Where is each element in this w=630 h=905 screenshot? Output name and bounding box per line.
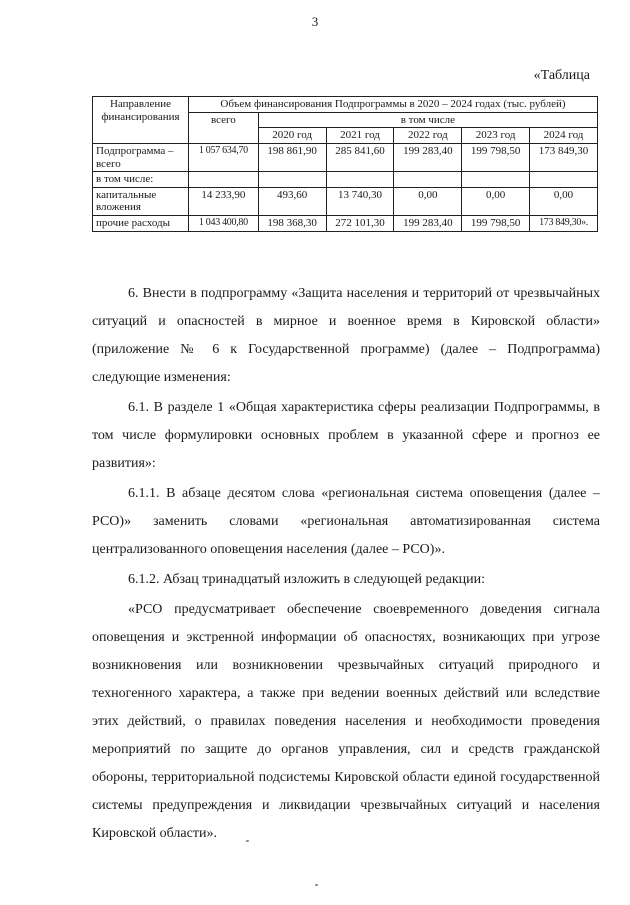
row-empty <box>188 172 258 188</box>
row-label: Подпрограмма – всего <box>93 143 189 171</box>
row-value: 173 849,30». <box>530 216 598 232</box>
scan-speck <box>246 840 249 842</box>
header-volume: Объем финансирования Подпрограммы в 2020 – 2024 годах (тыс. рублей) <box>188 97 597 113</box>
row-value: 199 283,40 <box>394 216 462 232</box>
document-body <box>92 280 600 848</box>
page-number: 3 <box>311 14 319 29</box>
row-empty <box>258 172 326 188</box>
header-year: 2020 год <box>258 128 326 144</box>
row-value: 0,00 <box>462 187 530 215</box>
paragraph: 6. Внести в подпрограмму «Защита населения и территорий от чрезвычайных ситуаций и опасностей в мирное и военное время в Кировской области» (приложение № 6 к Государственной программе) (далее – Подпрограмма) следующие изменения: <box>92 286 600 385</box>
row-value: 0,00 <box>530 187 598 215</box>
table-header-row-1 <box>93 97 598 113</box>
row-value: 199 283,40 <box>394 143 462 171</box>
table-row <box>93 187 598 215</box>
table-row <box>93 172 598 188</box>
row-value: 493,60 <box>258 187 326 215</box>
paragraph: «РСО предусматривает обеспечение своевременного доведения сигнала оповещения и экстренной информации об опасностях, возникающих при угрозе возникновения или возникновении чрезвычайных ситуаций природного и техногенного характера, а также при ведении военных действий или вследствие этих действий, о правилах поведения населения и необходимости проведения мероприятий по защите до органов управления, сил и средств гражданской обороны, территориальной подсистемы Кировской области единой государственной системы предупреждения и ликвидации чрезвычайных ситуаций и населения Кировской области». <box>92 602 600 841</box>
row-label: в том числе: <box>93 172 189 188</box>
row-value: 285 841,60 <box>326 143 394 171</box>
row-value: 199 798,50 <box>462 143 530 171</box>
row-total: 1 043 400,80 <box>188 216 258 232</box>
row-empty <box>530 172 598 188</box>
table-caption: «Таблица <box>533 68 590 83</box>
header-total: всего <box>188 112 258 143</box>
row-total: 1 057 634,70 <box>188 143 258 171</box>
header-including: в том числе <box>258 112 597 128</box>
table-row <box>93 143 598 171</box>
header-year: 2024 год <box>530 128 598 144</box>
paragraph: 6.1. В разделе 1 «Общая характеристика сферы реализации Подпрограммы, в том числе формулировки основных проблем в указанной сфере и прогноз ее развития»: <box>92 400 600 471</box>
table-row <box>93 216 598 232</box>
row-value: 13 740,30 <box>326 187 394 215</box>
row-value: 272 101,30 <box>326 216 394 232</box>
scan-speck <box>315 884 318 886</box>
row-value: 198 368,30 <box>258 216 326 232</box>
row-value: 198 861,90 <box>258 143 326 171</box>
paragraph: 6.1.1. В абзаце десятом слова «региональная система оповещения (далее – РСО)» заменить словами «региональная автоматизированная система централизованного оповещения населения (далее – РСО)». <box>92 486 600 557</box>
row-total: 14 233,90 <box>188 187 258 215</box>
paragraph: 6.1.2. Абзац тринадцатый изложить в следующей редакции: <box>128 572 485 587</box>
header-year: 2022 год <box>394 128 462 144</box>
row-value: 199 798,50 <box>462 216 530 232</box>
header-direction: Направление финансирования <box>93 97 189 144</box>
row-label: капитальные вложения <box>93 187 189 215</box>
header-year: 2021 год <box>326 128 394 144</box>
header-year: 2023 год <box>462 128 530 144</box>
row-value: 173 849,30 <box>530 143 598 171</box>
row-label: прочие расходы <box>93 216 189 232</box>
row-empty <box>326 172 394 188</box>
row-empty <box>394 172 462 188</box>
financing-table <box>92 96 598 232</box>
row-empty <box>462 172 530 188</box>
row-value: 0,00 <box>394 187 462 215</box>
